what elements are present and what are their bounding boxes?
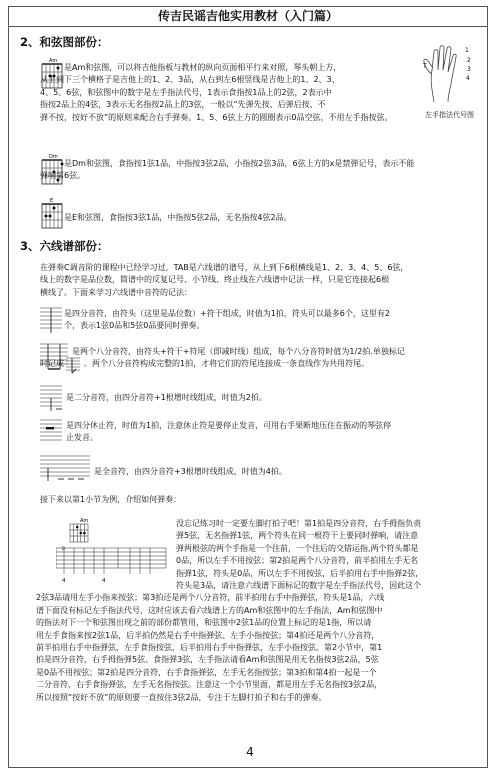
page-title: 传吉民谣吉他实用教材（入门篇） [8,6,488,27]
am-chord-label: Am [49,58,58,64]
example-intro: 接下来以第1小节为例，介绍如何弹奏： [40,495,182,504]
tab-finger-number-b: 4 [102,578,106,584]
tab-finger-number-a: 4 [62,578,66,584]
left-hand-finger-diagram [420,40,482,110]
quarter-note-description: 是四分音符，由符头（这里是品位数）+符干组成，时值为1拍，符头可以最多6个，这里有2 个，表示1弦0品和5弦0品要同时弹奏。 [64,309,390,331]
example-explanation-top: 没忘记练习时一定要左脚打拍子吧！第1拍是四分音符，右手拇指负责 弹5弦，无名指弹1弦，两个符头在同一根符干上要同时弹响，请注意 弹两根弦的两个手指是一个往前，一个往后的交错运指,两个符头都是 0品，所以左手不用按弦；第2拍是两个八分音符，前半拍用左手无名 指弹1弦，符头是0品，所以左手不用按弦，后半拍用右手中指弹2弦， 符头是3品，请注意六线谱下面标记的数字是左手指法代号，因此这个 [176,519,424,591]
whole-note-symbol [40,454,92,482]
hand-label-4: 4 [466,75,470,82]
am-description-cont: 从上到下三个横格子是吉他上的1、2、3品，从右到左6根竖线是吉他上的1、2、3、 4、5、6弦，和弦图中的数字是左手指法代号，1表示食指按1品上的2弦，2表示中 指按2品上的4弦，3表示无名指按2品上的3弦，一般以“先弹先按、后弹后按、不 弹不按，按好不放”的原则来配合右手弹奏。1、5、6弦上方的圆圈表示0品空弦，不用左手指按弦。 [40,75,393,122]
quarter-note-symbol [40,306,64,334]
hand-label-3: 3 [467,66,471,73]
eighth-notes-description: 是两个八分音符，由符头+符干+符尾（即减时线）组成，每个八分音符时值为1/2拍.单独标记 [72,347,405,356]
hand-label-2: 2 [467,57,471,64]
half-note-description: 是二分音符，由四分音符+1根增时线组成，时值为2拍。 [66,393,267,402]
e-description: 是E和弦图，食指按3弦1品，中指按5弦2品，无名指按4弦2品。 [64,213,292,222]
section-heading-tab: 3、六线谱部份： [20,239,109,253]
dm-description-cont: 弹响第6弦。 [40,171,86,181]
example-explanation-bottom: 2弦3品请用左手小指来按弦；第3拍还是两个八分音符，前半拍用右手中指弹弦，符头是1品，六线 谱下面没有标记左手指法代号，这时应该去看六线谱上方的Am和弦图中的左手指法，Am和弦图中 的指法对下一个和弦图出现之前的部份都管用，和弦图中2弦1品的位置上标记的是1指，所以请 用左手食指来按2弦1品，后半拍仍然是右手中指弹弦、左手小指按弦；第4拍还是两个八分音符， 前半拍用右手中指弹弦，左手食指按弦，后半拍用右手中指弹弦，左手小指按弦。第2小节中，第1 拍是四分音符，右手拇指弹5弦、食指弹3弦，左手指法请看Am和弦图是用无名指按3弦2品，5弦 是0品不用按弦；第2拍是四分音符，右手食指弹弦，左手无名指按弦；第3拍和第4拍一起是一个 二分音符，右手食指弹弦，左手无名指按弦。注意这一个小节里面，都是用左手无名指按3弦2品， 所以按照“按好不放”的原则要一直按住3弦2品，专注于左脚打拍子和右手的弹奏。 [36,593,385,702]
page-number: 4 [246,745,254,759]
eighth-notes-description-cont: 。两个八分音符构成完整的1拍，才将它们的符尾连接成一条直线作为共用符尾。 [84,359,370,369]
whole-note-description: 是全音符，由四分音符+3根增时线组成，时值为4拍。 [94,467,287,476]
tab-intro: 在弹奏C调音阶的课程中已经学习过，TAB是六线谱的谱号，从上到下6根横线是1、2、3、4、5、6弦， 线上的数字是品位数，简谱中的反复记号、小节线、终止线在六线谱中记法一样，只是它连接起6根 横线了。下面来学习六线谱中音符的记法： [40,263,409,297]
example-tab-measure [56,516,168,586]
example-chord-label: Am [80,518,89,524]
half-note-symbol [40,384,64,412]
am-description: 是Am和弦图，可以将吉他指板与教材的纵向页面相平行来对照，琴头朝上方， [64,63,342,72]
eighth-single-note: 时记成 [40,359,64,369]
hand-diagram-caption: 左手指法代号图 [425,111,474,119]
dm-description: 是Dm和弦图，食指按1弦1品，中指按3弦2品，小指按2弦3品，6弦上方的x是禁弹记号，表示不能 [64,159,415,168]
tab-fret-number: 0 [62,547,65,552]
e-chord-label: E [50,198,54,204]
e-chord-diagram [40,196,64,230]
quarter-rest-description: 是四分休止符，时值为1拍，注意休止符是要停止发音，可用右手果断地压住在振动的琴弦停 止发音。 [66,421,392,443]
dm-chord-label: Dm [49,154,58,160]
hand-label-1: 1 [465,47,469,54]
section-heading-chords: 2、和弦图部份： [20,35,109,49]
single-eighth-note-symbol [66,356,82,374]
quarter-rest-symbol [40,418,64,444]
hand-label-t: T [423,63,427,70]
